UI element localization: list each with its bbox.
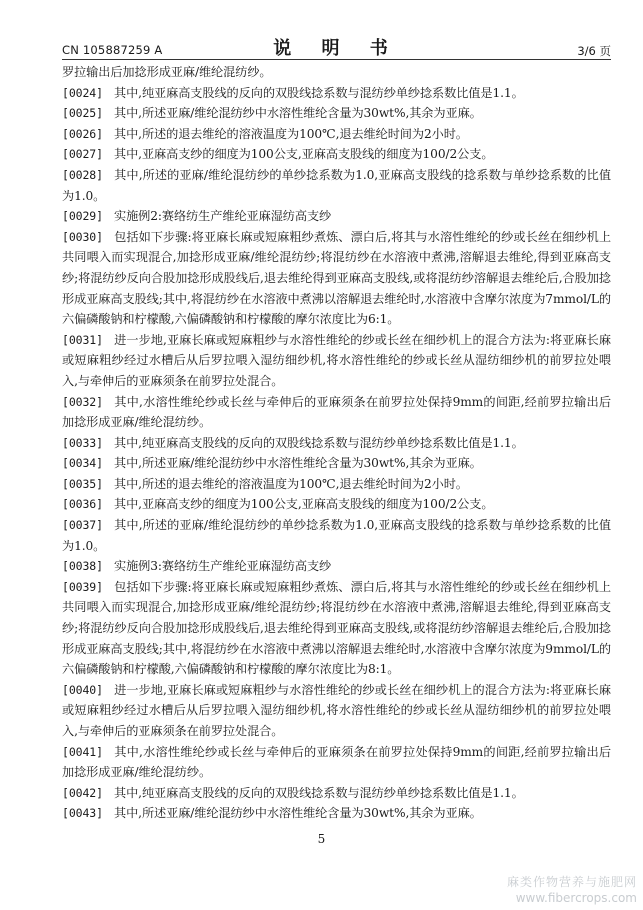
- paragraph-text: 实施例2:赛络纺生产维纶亚麻湿纺高支纱: [114, 209, 332, 224]
- publication-number: CN 105887259 A: [62, 43, 163, 57]
- paragraph: [62, 227, 611, 330]
- paragraph-text: 其中,所述亚麻/维纶混纺纱中水溶性维纶含量为30wt%,其余为亚麻。: [114, 456, 482, 471]
- paragraph-text: 其中,所述亚麻/维纶混纺纱中水溶性维纶含量为30wt%,其余为亚麻。: [114, 106, 482, 121]
- paragraph-number: [0043]: [62, 806, 103, 821]
- paragraph-text: 进一步地,亚麻长麻或短麻粗纱与水溶性维纶的纱或长丝在细纱机上的混合方法为:将亚麻长麻或短麻粗纱经过水槽后从后罗拉喂入湿纺细纱机,将水溶性维纶的纱或长丝从湿纺细纱机的前罗拉处喂入,与牵伸后的亚麻须条在前罗拉处混合。: [62, 682, 611, 738]
- paragraph-number: [0028]: [62, 167, 103, 182]
- paragraph-number: [0026]: [62, 126, 103, 141]
- paragraph: [62, 680, 611, 742]
- paragraph-text: 其中,亚麻高支纱的细度为100公支,亚麻高支股线的细度为100/2公支。: [114, 497, 494, 512]
- paragraph-number: [0029]: [62, 209, 103, 224]
- paragraph: [62, 103, 611, 124]
- paragraph-number: [0038]: [62, 559, 103, 574]
- paragraph-text: 包括如下步骤:将亚麻长麻或短麻粗纱煮炼、漂白后,将其与水溶性维纶的纱或长丝在细纱机上共同喂入而实现混合,加捻形成亚麻/维纶混纺纱;将混纺纱在水溶液中煮沸,溶解退去维纶,得到亚麻高支纱;将混纺纱反向合股加捻形成股线后,退去维纶得到亚麻高支股线,或将混纺纱溶解退去维纶后,合股加捻形成亚麻高支股线;其中,将混纺纱在水溶液中煮沸以溶解退去维纶时,水溶液中含摩尔浓度为7mmol/L的六偏磷酸钠和柠檬酸,六偏磷酸钠和柠檬酸的摩尔浓度比为6:1。: [62, 229, 611, 327]
- paragraph: [62, 803, 611, 824]
- paragraph-text: 其中,纯亚麻高支股线的反向的双股线捻系数与混纺纱单纱捻系数比值是1.1。: [114, 785, 524, 800]
- paragraph-number: [0036]: [62, 497, 103, 512]
- paragraph-number: [0033]: [62, 435, 103, 450]
- paragraph-number: [0037]: [62, 518, 103, 533]
- paragraph-number: [0034]: [62, 456, 103, 471]
- paragraph-number: [0032]: [62, 394, 103, 409]
- paragraph-text: 罗拉输出后加捻形成亚麻/维纶混纺纱。: [62, 65, 272, 79]
- paragraph: [62, 392, 611, 433]
- watermark-url: www.fibercrops.com: [515, 891, 637, 905]
- paragraph-number: [0035]: [62, 476, 103, 491]
- paragraph-number: [0040]: [62, 682, 103, 697]
- paragraph: [62, 433, 611, 454]
- page-header: [62, 34, 611, 58]
- paragraph-number: [0041]: [62, 744, 103, 759]
- paragraph: [62, 742, 611, 783]
- document-title: 说 明 书: [273, 38, 400, 59]
- paragraph: [62, 165, 611, 206]
- paragraph: [62, 783, 611, 804]
- paragraph-text: 其中,所述的退去维纶的溶液温度为100℃,退去维纶时间为2小时。: [114, 476, 468, 491]
- paragraph-text: 其中,水溶性维纶纱或长丝与牵伸后的亚麻须条在前罗拉处保持9mm的间距,经前罗拉输出后加捻形成亚麻/维纶混纺纱。: [62, 744, 611, 780]
- paragraph-text: 进一步地,亚麻长麻或短麻粗纱与水溶性维纶的纱或长丝在细纱机上的混合方法为:将亚麻长麻或短麻粗纱经过水槽后从后罗拉喂入湿纺细纱机,将水溶性维纶的纱或长丝从湿纺细纱机的前罗拉处喂入,与牵伸后的亚麻须条在前罗拉处混合。: [62, 332, 611, 388]
- paragraph-text: 其中,所述的退去维纶的溶液温度为100℃,退去维纶时间为2小时。: [114, 126, 468, 141]
- paragraph-number: [0024]: [62, 85, 103, 100]
- paragraph: [62, 124, 611, 145]
- paragraph: [62, 206, 611, 227]
- paragraph: [62, 577, 611, 680]
- paragraph: [62, 515, 611, 556]
- paragraph-text: 其中,所述的亚麻/维纶混纺纱的单纱捻系数为1.0,亚麻高支股线的捻系数与单纱捻系数的比值为1.0。: [62, 518, 611, 553]
- paragraph-text: 实施例3:赛络纺生产维纶亚麻湿纺高支纱: [114, 559, 332, 574]
- watermark-site-name: 麻类作物营养与施肥网: [506, 875, 637, 889]
- header-rule: [62, 59, 611, 60]
- paragraph-text: 其中,所述的亚麻/维纶混纺纱的单纱捻系数为1.0,亚麻高支股线的捻系数与单纱捻系数的比值为1.0。: [62, 167, 611, 203]
- paragraph-text: 包括如下步骤:将亚麻长麻或短麻粗纱煮炼、漂白后,将其与水溶性维纶的纱或长丝在细纱机上共同喂入而实现混合,加捻形成亚麻/维纶混纺纱;将混纺纱在水溶液中煮沸,溶解退去维纶,得到亚麻高支纱;将混纺纱反向合股加捻形成股线后,退去维纶得到亚麻高支股线,或将混纺纱溶解退去维纶后,合股加捻形成亚麻高支股线;其中,将混纺纱在水溶液中煮沸以溶解退去维纶时,水溶液中含摩尔浓度为9mmol/L的六偏磷酸钠和柠檬酸,六偏磷酸钠和柠檬酸的摩尔浓度比为8:1。: [62, 579, 611, 677]
- paragraph-number: [0039]: [62, 579, 103, 594]
- watermark: [507, 874, 637, 906]
- paragraph: [62, 144, 611, 165]
- document-body: [62, 62, 611, 824]
- paragraph-text: 其中,纯亚麻高支股线的反向的双股线捻系数与混纺纱单纱捻系数比值是1.1。: [114, 85, 524, 100]
- page-indicator: 3/6 页: [577, 44, 611, 58]
- paragraph-text: 其中,水溶性维纶纱或长丝与牵伸后的亚麻须条在前罗拉处保持9mm的间距,经前罗拉输出后加捻形成亚麻/维纶混纺纱。: [62, 394, 611, 430]
- paragraph: [62, 62, 611, 83]
- paragraph-number: [0030]: [62, 229, 103, 244]
- paragraph-number: [0031]: [62, 332, 103, 347]
- paragraph-text: 其中,纯亚麻高支股线的反向的双股线捻系数与混纺纱单纱捻系数比值是1.1。: [114, 435, 524, 450]
- page-number: 5: [317, 832, 326, 846]
- paragraph-number: [0027]: [62, 147, 103, 162]
- paragraph: [62, 453, 611, 474]
- paragraph: [62, 474, 611, 495]
- paragraph: [62, 330, 611, 392]
- paragraph-number: [0025]: [62, 106, 103, 121]
- paragraph: [62, 494, 611, 515]
- paragraph-text: 其中,所述亚麻/维纶混纺纱中水溶性维纶含量为30wt%,其余为亚麻。: [114, 806, 482, 821]
- paragraph: [62, 556, 611, 577]
- paragraph: [62, 83, 611, 104]
- paragraph-text: 其中,亚麻高支纱的细度为100公支,亚麻高支股线的细度为100/2公支。: [114, 147, 494, 162]
- paragraph-number: [0042]: [62, 785, 103, 800]
